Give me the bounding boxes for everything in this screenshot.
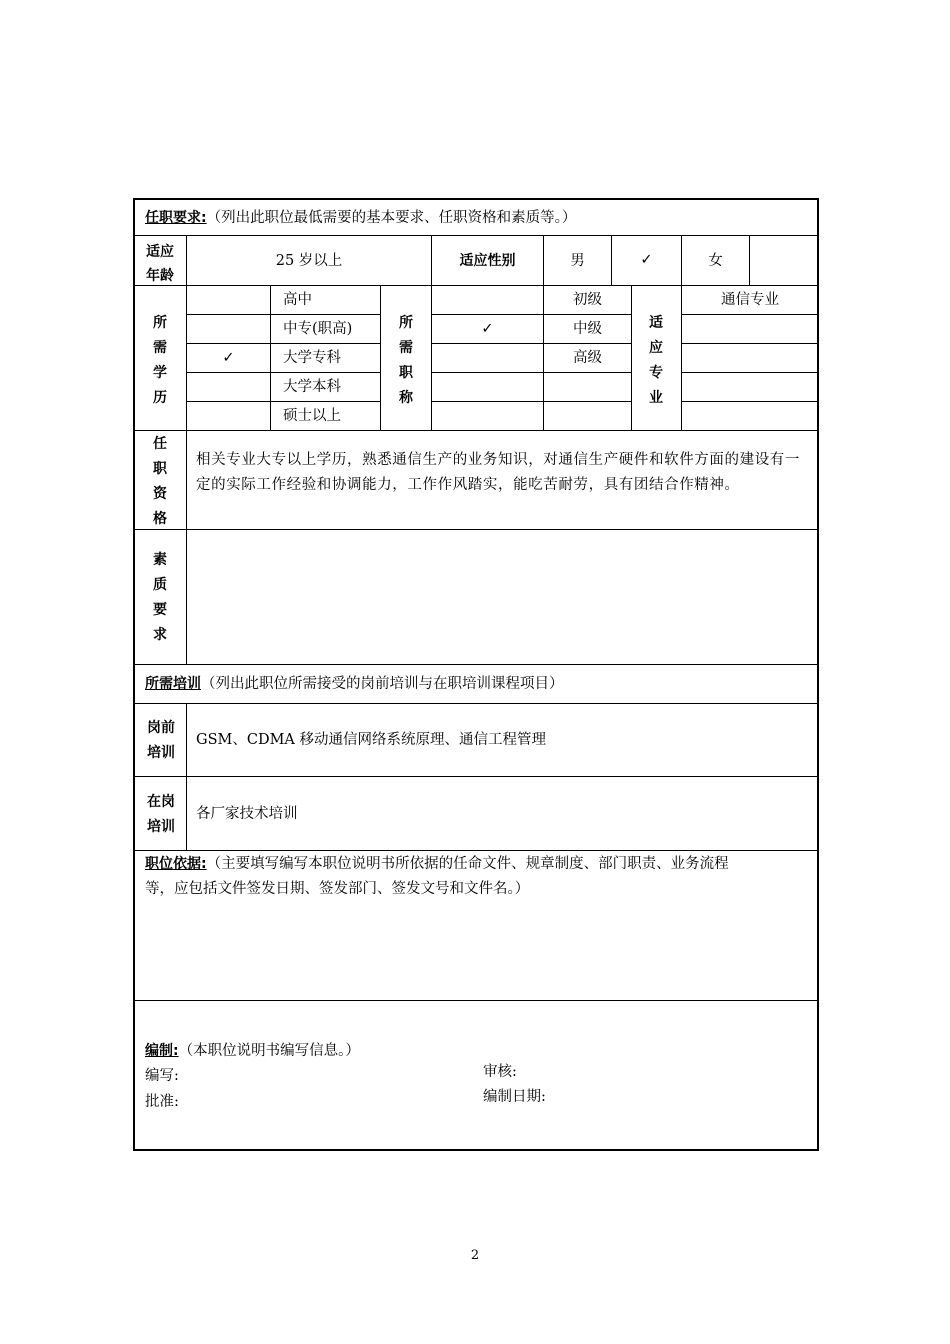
approver-field: 批准:: [145, 1094, 179, 1110]
gender-male: 男: [570, 253, 585, 269]
pre-training-text: GSM、CDMA 移动通信网络系统原理、通信工程管理: [196, 732, 547, 748]
education-label: 所 需 学 历: [153, 315, 167, 406]
page-number: 2: [470, 1248, 480, 1263]
compile-heading-row: [145, 1042, 360, 1060]
education-level: 中专(职高): [283, 321, 353, 337]
writer-field: 编写:: [145, 1068, 179, 1084]
gender-male-checkmark: ✓: [640, 252, 653, 268]
education-level: 高中: [283, 292, 312, 308]
training-heading-row: [145, 675, 564, 693]
title-label: 所 需 职 称: [399, 315, 413, 406]
title-level: 高级: [573, 350, 602, 366]
major-label: 适 应 专 业: [649, 315, 663, 406]
education-level: 大学专科: [283, 350, 341, 366]
onjob-training-label: 在岗 培训: [147, 794, 175, 835]
compile-heading-note: （本职位说明书编写信息。）: [178, 1043, 360, 1059]
qualification-label: 任 职 资 格: [153, 436, 167, 527]
age-value: 25 岁以上: [275, 253, 343, 269]
qualification-text: 相关专业大专以上学历，熟悉通信生产的业务知识，对通信生产硬件和软件方面的建设有一定的实际工作经验和协调能力，工作作风踏实，能吃苦耐劳，具有团结合作精神。: [196, 452, 800, 493]
compile-date-field: 编制日期:: [483, 1089, 546, 1105]
age-label: 适应 年龄: [146, 244, 174, 284]
title-level: 初级: [573, 292, 602, 308]
basis-heading: 职位依据:: [145, 856, 207, 872]
education-mark-checkmark: ✓: [222, 350, 235, 366]
reviewer-field: 审核:: [483, 1064, 517, 1080]
education-level: 大学本科: [283, 379, 341, 395]
basis-note-line-1: （主要填写编写本职位说明书所依据的任命文件、规章制度、部门职责、业务流程: [206, 856, 729, 872]
gender-label: 适应性别: [459, 253, 516, 269]
basis-line-1: [145, 855, 729, 873]
training-heading: 所需培训: [145, 676, 201, 692]
requirements-heading: 任职要求:: [145, 210, 207, 226]
training-heading-note: （列出此职位所需接受的岗前培训与在职培训课程项目）: [201, 676, 564, 692]
major-value: 通信专业: [721, 292, 779, 308]
title-mark-checkmark: ✓: [481, 321, 494, 337]
education-level: 硕士以上: [283, 408, 341, 424]
onjob-training-text: 各厂家技术培训: [196, 806, 298, 822]
title-level: 中级: [573, 321, 602, 337]
gender-female: 女: [708, 253, 723, 269]
quality-label: 素 质 要 求: [153, 552, 167, 643]
requirements-heading-note: （列出此职位最低需要的基本要求、任职资格和素质等。）: [206, 210, 577, 226]
requirements-heading-row: [145, 209, 576, 227]
basis-note-line-2: 等，应包括文件签发日期、签发部门、签发文号和文件名。）: [145, 881, 530, 897]
pre-training-label: 岗前 培训: [147, 720, 175, 761]
compile-heading: 编制:: [145, 1043, 179, 1059]
